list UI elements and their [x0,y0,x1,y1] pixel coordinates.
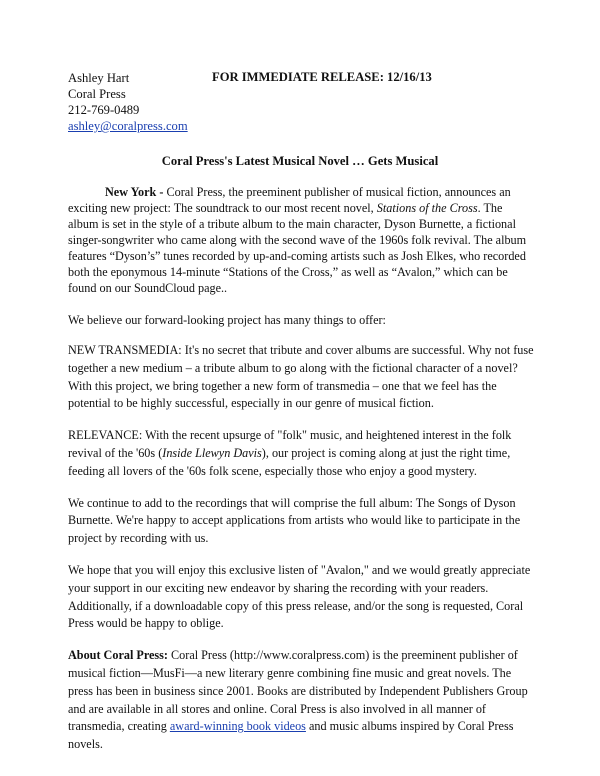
about-text: Coral Press (http://www.coralpress.com) is the preeminent publisher of musical fiction—MusFi—a new literary genre combining fine music and great novels. The press has been in business since 2001. Books are distributed by Independent Publishers Group and are available in all stores and online. Coral Press is also involved in all manner of transmedia, creating [68,648,528,734]
transmedia-label: NEW TRANSMEDIA: [68,343,182,357]
novel-title: Stations of the Cross [376,201,478,215]
intro-text-cont: . The album is set in the style of a tribute album to the main character, Dyson Burnette, a fictional singer-songwriter who came along with the second wave of the 1960s folk revival. The album features “Dyson’s” tunes recorded by up-and-coming artists such as Josh Elkes, who recorded both the eponymous 14-minute “Stations of the Cross,” as well as “Avalon,” which can be found on our SoundCloud page.. [68,201,527,295]
paragraph-relevance [68,427,534,480]
relevance-text-cont: ), our project is coming along at just the right time, feeding all lovers of the '60s folk scene, especially those who enjoy a good mystery. [68,445,511,478]
relevance-text: With the recent upsurge of "folk" music, and heightened interest in the folk revival of the '60s ( [68,428,512,460]
transmedia-text: It's no secret that tribute and cover albums are successful. Why not fuse together a new medium – a tribute album to go along with the fictional character of a novel? With this project, we bring together a new form of transmedia – one that we feel has the potential to be highly successful, especially in our genre of musical fiction. [68,343,534,411]
contact-name: Ashley Hart [68,71,130,85]
release-date-line: FOR IMMEDIATE RELEASE: 12/16/13 [212,70,432,84]
paragraph-avalon: We hope that you will enjoy this exclusive listen of "Avalon," and we would greatly appreciate your support in our exciting new endeavor by sharing the recording with your readers. Additionally, if a downloadable copy of this press release, and/or the song is requested, Coral Press would be happy to oblige. [68,562,531,631]
contact-email-link[interactable]: ashley@coralpress.com [68,119,188,133]
contact-block [68,70,188,134]
relevance-label: RELEVANCE: [68,428,143,443]
book-videos-link[interactable]: award-winning book videos [169,719,306,734]
headline: Coral Press's Latest Musical Novel … Gets Musical [161,154,439,168]
about-label: About Coral Press: [68,648,168,663]
paragraph-about [68,647,534,754]
dateline: New York - [105,185,167,199]
about-text-cont: and music albums inspired by Coral Press novels. [68,719,514,752]
intro-text: Coral Press, the preeminent publisher of musical fiction, announces an exciting new project: The soundtrack to our most recent novel, [68,185,511,215]
paragraph-album: We continue to add to the recordings that will comprise the full album: The Songs of Dyson Burnette. We're happy to accept applications from artists who would like to participate in the project by recording with us. [68,495,521,546]
contact-company: Coral Press [68,87,126,101]
body-text [68,184,534,754]
paragraph-offer: We believe our forward-looking project has many things to offer: [68,313,386,327]
paragraph-intro [68,184,534,296]
film-title: Inside Llewyn Davis [162,445,262,460]
paragraph-transmedia [68,342,534,413]
contact-phone: 212-769-0489 [68,103,140,117]
